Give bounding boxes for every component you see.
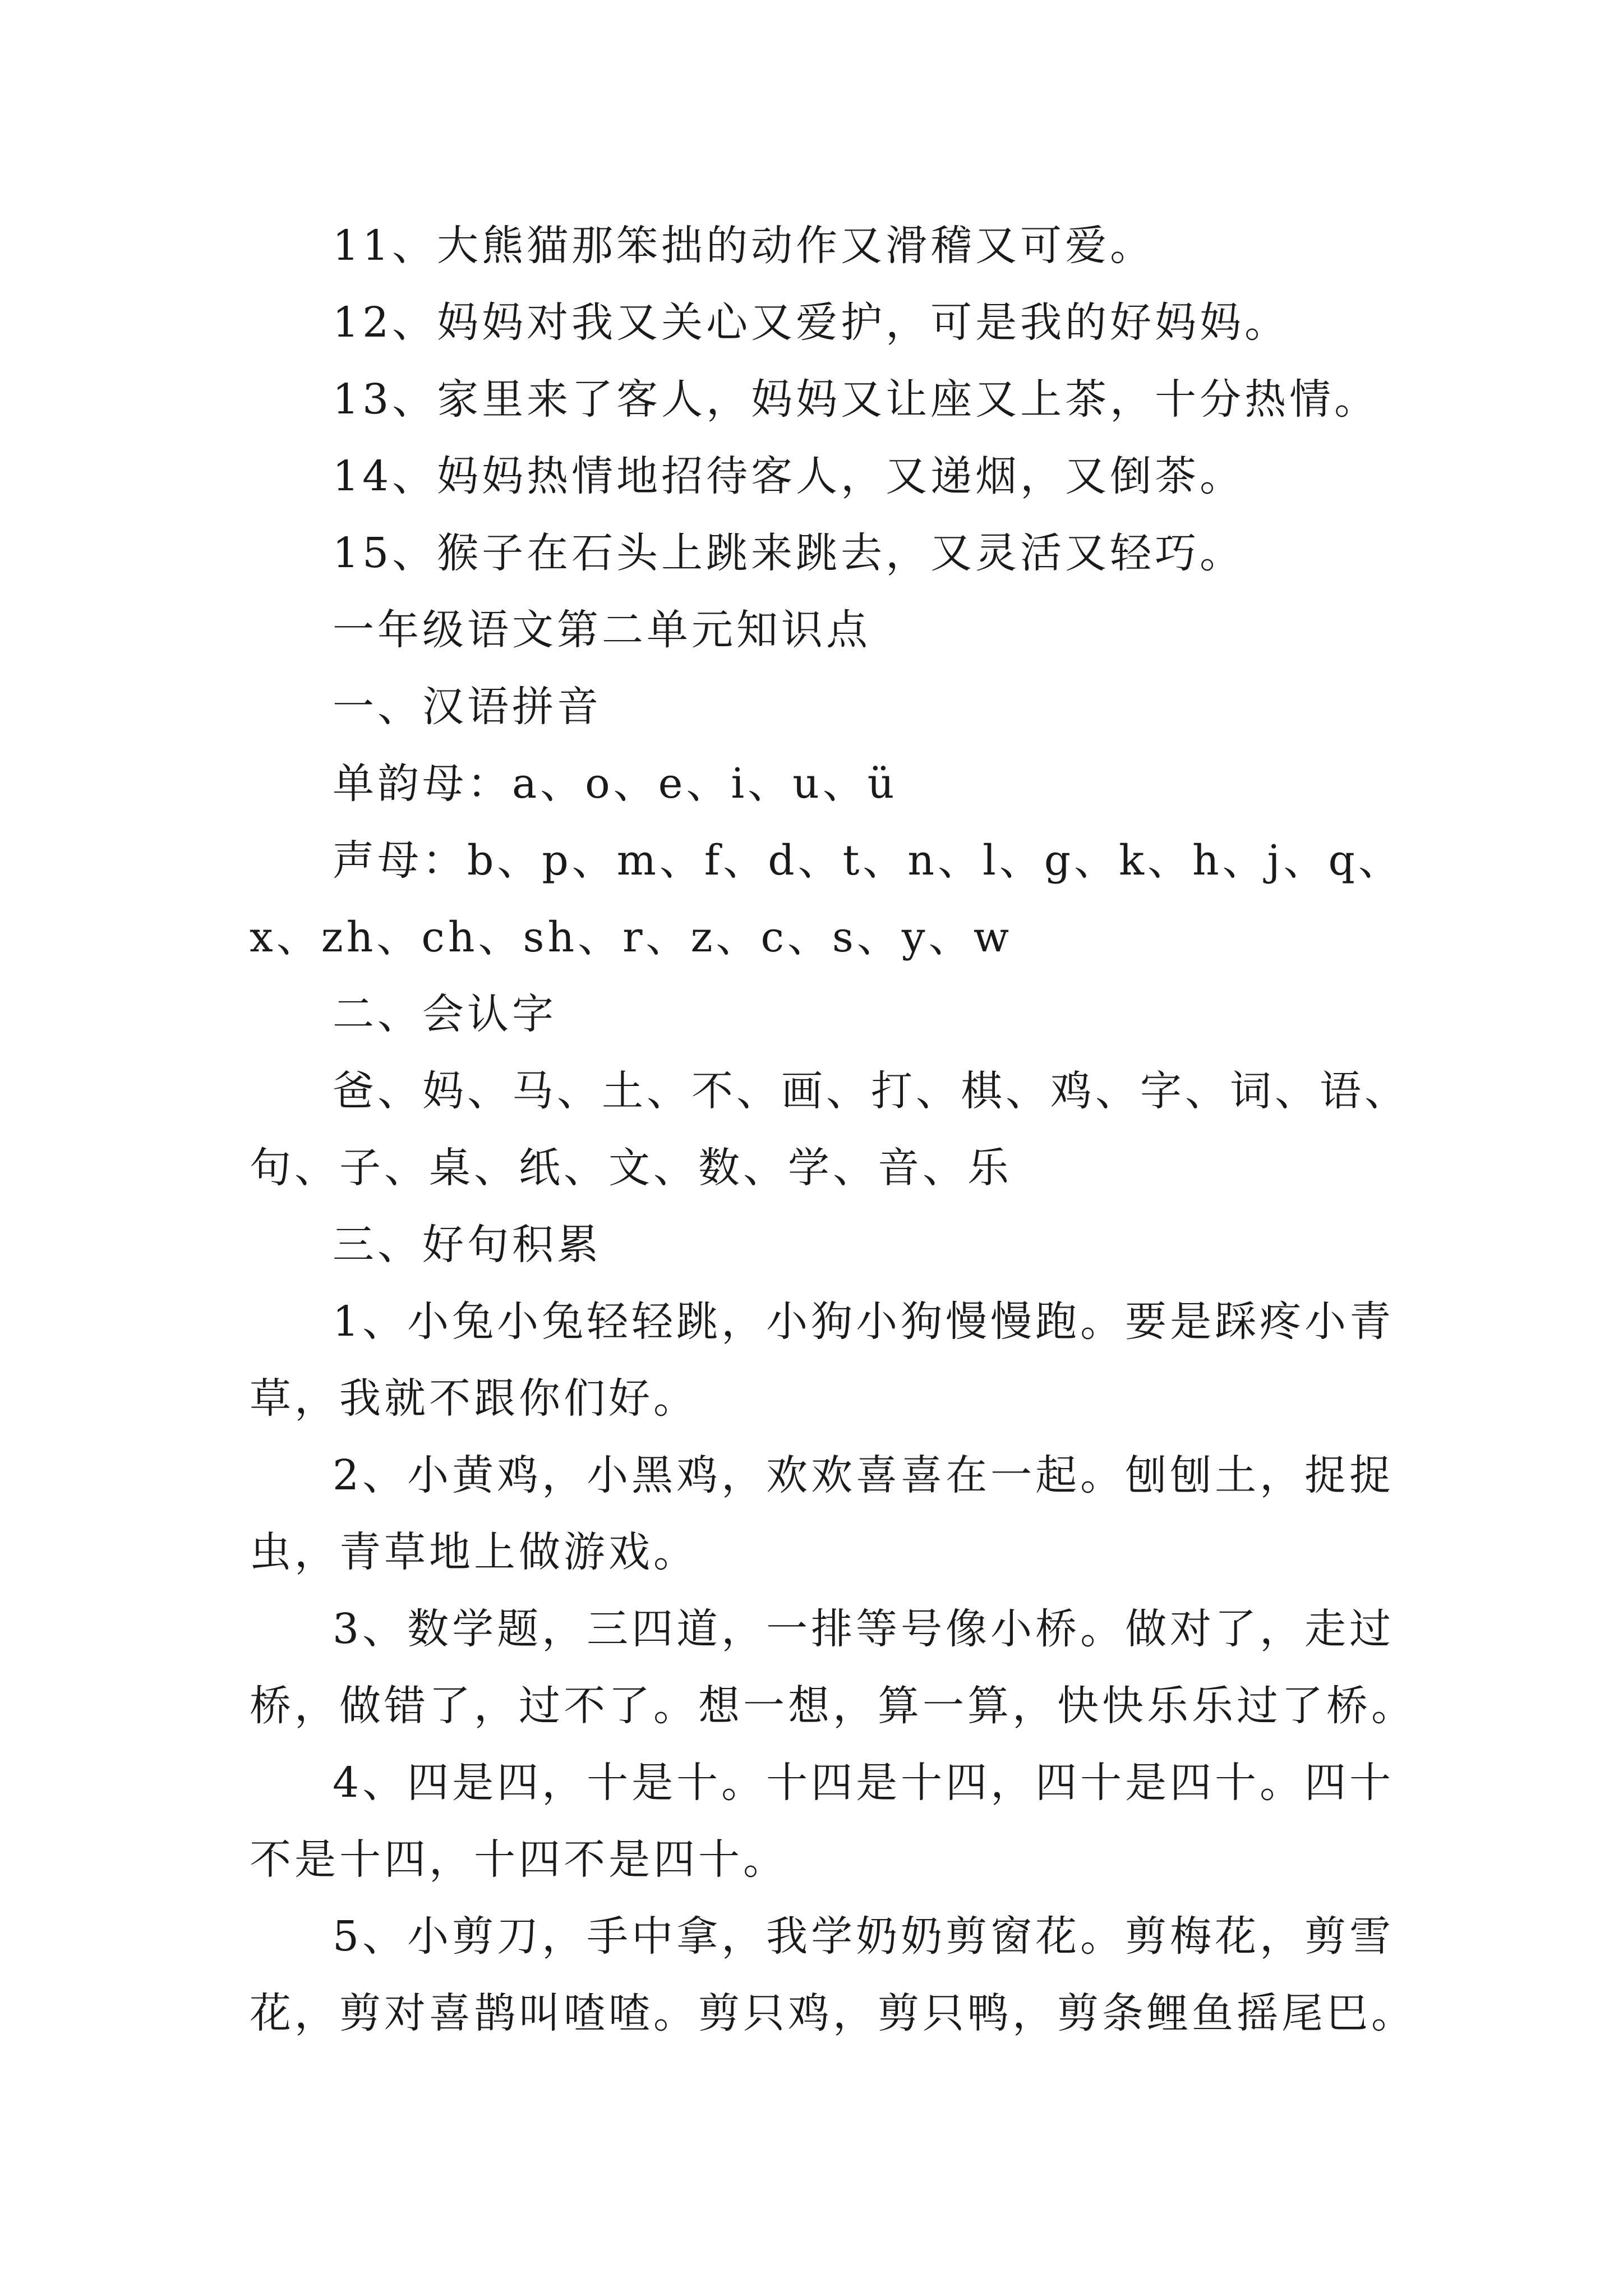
good-sentence-4: 4、四是四，十是十。十四是十四，四十是四十。四十不是十四，十四不是四十。 bbox=[250, 1759, 1395, 1884]
character-list: 爸、妈、马、土、不、画、打、棋、鸡、字、词、语、句、子、桌、纸、文、数、学、音、乐 bbox=[250, 1067, 1409, 1192]
heading-good-sentences: 三、好句积累 bbox=[333, 1221, 602, 1269]
sentence-12: 12、妈妈对我又关心又爱护，可是我的好妈妈。 bbox=[333, 298, 1290, 347]
sentence-11: 11、大熊猫那笨拙的动作又滑稽又可爱。 bbox=[333, 222, 1155, 270]
section-title: 一年级语文第二单元知识点 bbox=[333, 606, 871, 654]
sentence-13: 13、家里来了客人，妈妈又让座又上茶，十分热情。 bbox=[333, 375, 1380, 424]
initials: 声母：b、p、m、f、d、t、n、l、g、k、h、j、q、x、zh、ch、sh、r、z、c、s、y、w bbox=[250, 836, 1403, 961]
sentence-15: 15、猴子在石头上跳来跳去，又灵活又轻巧。 bbox=[333, 529, 1245, 577]
good-sentence-1: 1、小兔小兔轻轻跳，小狗小狗慢慢跑。要是踩疼小青草，我就不跟你们好。 bbox=[250, 1297, 1395, 1423]
good-sentence-2: 2、小黄鸡，小黑鸡，欢欢喜喜在一起。刨刨土，捉捉虫，青草地上做游戏。 bbox=[250, 1451, 1395, 1576]
sentence-14: 14、妈妈热情地招待客人，又递烟，又倒茶。 bbox=[333, 452, 1245, 500]
single-finals: 单韵母：a、o、e、i、u、ü bbox=[333, 760, 898, 808]
heading-pinyin: 一、汉语拼音 bbox=[333, 683, 602, 731]
heading-recognize-characters: 二、会认字 bbox=[333, 990, 557, 1038]
document-body bbox=[250, 208, 1416, 2052]
good-sentence-5: 5、小剪刀，手中拿，我学奶奶剪窗花。剪梅花，剪雪花，剪对喜鹊叫喳喳。剪只鸡，剪只鸭，剪条鲤鱼摇尾巴。 bbox=[250, 1912, 1416, 2037]
good-sentence-3: 3、数学题，三四道，一排等号像小桥。做对了，走过桥，做错了，过不了。想一想，算一算，快快乐乐过了桥。 bbox=[250, 1605, 1416, 1730]
